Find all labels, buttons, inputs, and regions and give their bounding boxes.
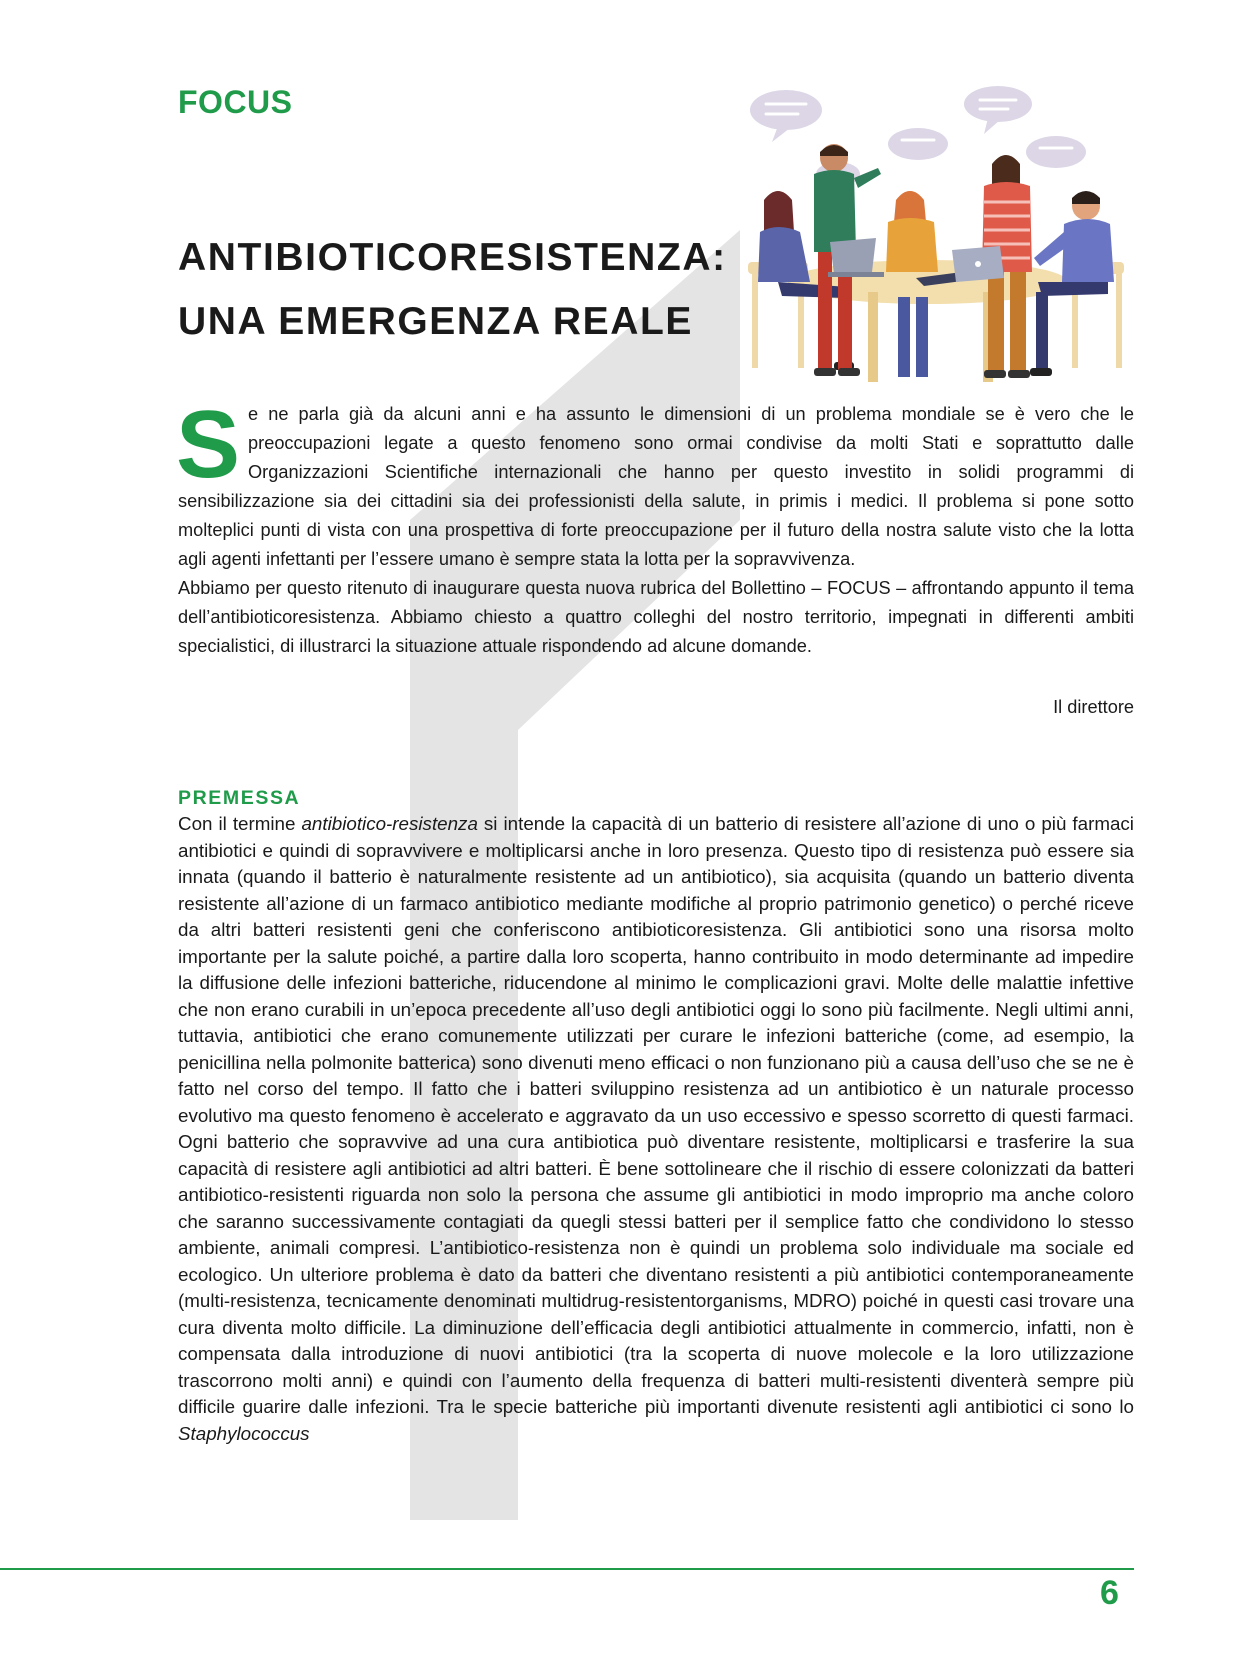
section-label: FOCUS [178,84,293,120]
article-title-line2: UNA EMERGENZA REALE [178,300,694,343]
body-main-text: si intende la capacità di un batterio di resistere all’azione di uno o più farmaci antibiotici e quindi di sopravvivere e moltiplicarsi anche in loro presenza. Questo tipo di resistenza può essere sia innata (quando il batterio è naturalmente resistente ad un antibiotico), sia acquisita (quando un batterio diventa resistente all’azione di un farmaco antibiotico mediante modifiche al proprio patrimonio genetico) o perché riceve da altri batteri resistenti geni che conferiscono antibioticoresistenza. Gli antibiotici sono una risorsa molto importante per la salute poiché, a partire dalla loro scoperta, hanno contribuito in modo determinante ad impedire la diffusione delle infezioni batteriche, riducendone al minimo le complicazioni gravi. Molte delle malattie infettive che non erano curabili in un’epoca precedente all’uso degli antibiotici oggi lo sono più facilmente. Negli ultimi anni, tuttavia, antibiotici che erano comunemente utilizzati per curare le infezioni batteriche (come, ad esempio, la penicillina nella polmonite batterica) sono divenuti meno efficaci o non funzionano più a causa dell’uso che se ne è fatto nel corso del tempo. Il fatto che i batteri sviluppino resistenza ad un antibiotico è un naturale processo evolutivo ma questo fenomeno è accelerato e aggravato da un uso eccessivo e spesso scorretto di questi farmaci. Ogni batterio che sopravvive ad una cura antibiotica può diventare resistente, moltiplicarsi e trasferire la sua capacità di resistere agli antibiotici ad altri batteri. È bene sottolineare che il rischio di essere colonizzati da batteri antibiotico-resistenti riguarda non solo la persona che assume gli antibiotici in modo improprio ma anche coloro che saranno successivamente contagiati da quegli stessi batteri per il semplice fatto che condividono lo stesso ambiente, animali compresi. L’antibiotico-resistenza non è quindi un problema solo individuale ma sociale ed ecologico. Un ulteriore problema è dato da batteri che diventano resistenti a più antibiotici contemporaneamente (multi-resistenza, tecnicamente denominati multidrug-resistentorganisms, MDRO) poiché in questi casi trovare una cura diventa molto difficile. La diminuzione dell’efficacia degli antibiotici attualmente in commercio, infatti, non è compensata dalla introduzione di nuovi antibiotici (tra la scoperta di nuove molecole e la loro utilizzazione trascorrono molti anni) e quindi con l’aumento della frequenza di batteri multi-resistenti diventerà sempre più difficile guarire dalle infezioni. Tra le specie batteriche più importanti divenute resistenti agli antibiotici ci sono lo [178,813,1134,1417]
speech-bubble [1026,136,1086,168]
speech-bubble [888,128,948,160]
body-italic-term: antibiotico-resistenza [301,813,478,834]
article-title-line1: ANTIBIOTICORESISTENZA: [178,236,727,279]
speech-bubble [964,86,1032,122]
speech-bubble [750,90,822,130]
body-prefix: Con il termine [178,813,302,834]
section-heading: PREMESSA [178,787,301,809]
signature: Il direttore [1053,697,1134,717]
drop-cap: S [176,391,241,498]
body-italic-end: Staphylococcus [178,1422,310,1444]
footer-divider [0,1568,1134,1570]
intro-paragraph: e ne parla già da alcuni anni e ha assunto le dimensioni di un problema mondiale se è vero che le preoccupazioni legate a questo fenomeno sono ormai condivise da molti Stati e soprattutto dalle Organizzazioni Scientifiche internazionali che hanno per questo investito in solidi programmi di sensibilizzazione sia dei cittadini sia dei professionisti della salute, in primis i medici. Il problema si pone sotto molteplici punti di vista con una prospettiva di forte preoccupazione per il futuro della nostra salute visto che la lotta agli agenti infettanti per l’essere umano è sempre stata la lotta per la sopravvivenza. [178,404,1134,569]
intro-text [176,391,1134,661]
intro-paragraph: Abbiamo per questo ritenuto di inaugurare questa nuova rubrica del Bollettino – FOCUS – affrontando appunto il tema dell’antibioticoresistenza. Abbiamo chiesto a quattro colleghi del nostro territorio, impegnati in differenti ambiti specialistici, di illustrarci la situazione attuale rispondendo ad alcune domande. [178,578,1134,656]
article-title [178,226,738,354]
body-text [178,811,1134,1447]
page-number: 6 [1100,1574,1119,1612]
team-meeting-illustration [738,82,1138,402]
